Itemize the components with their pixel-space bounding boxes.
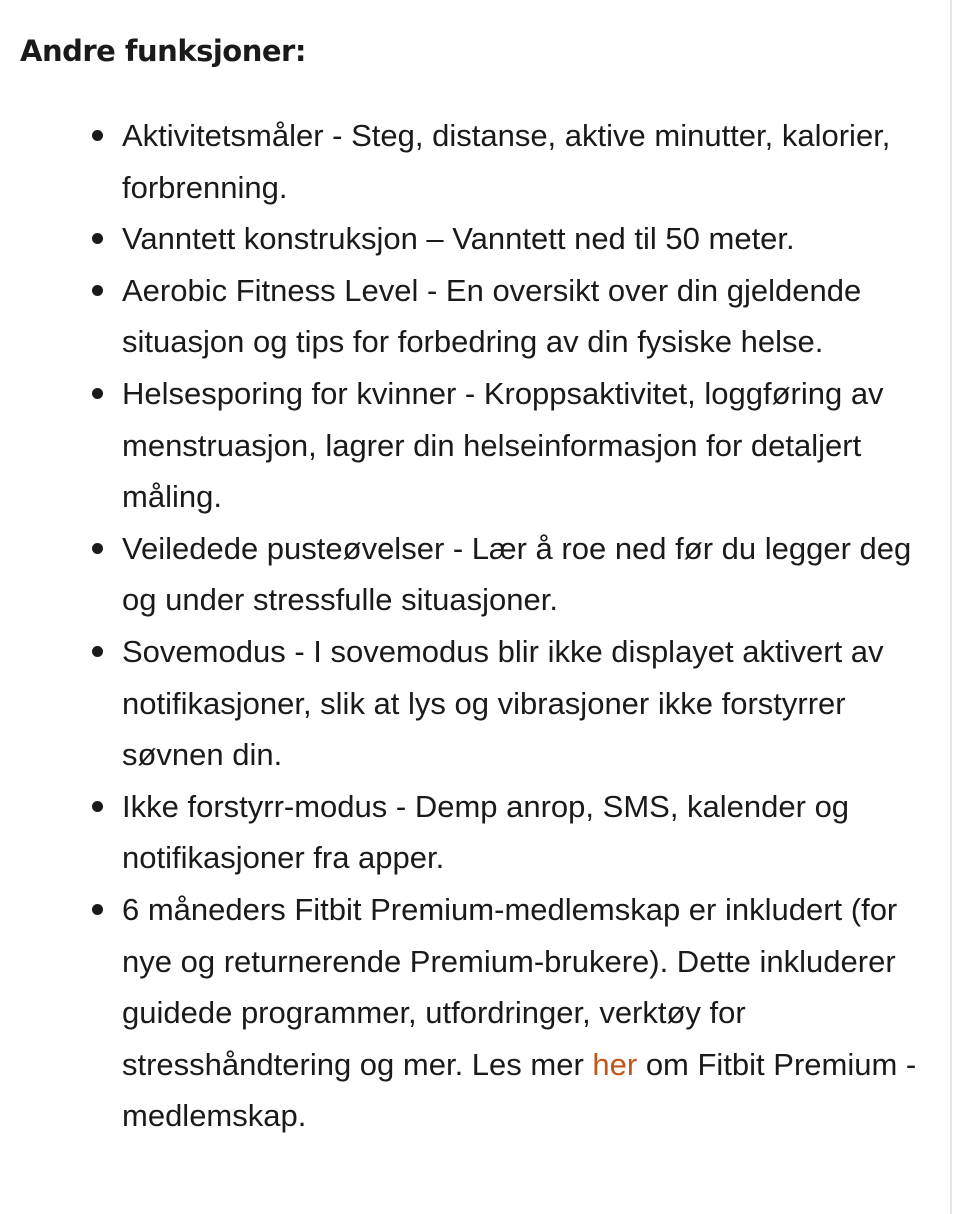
features-section (20, 28, 920, 1142)
feature-text: Ikke forstyrr-modus - Demp anrop, SMS, kalender og notifikasjoner fra apper. (122, 788, 850, 876)
bullet-icon (92, 904, 103, 915)
feature-item-waterproof (20, 213, 920, 265)
feature-item-do-not-disturb (20, 781, 920, 884)
features-list (20, 110, 920, 1142)
feature-item-sleep-mode (20, 626, 920, 781)
bullet-icon (92, 130, 103, 141)
feature-item-premium (20, 884, 920, 1142)
bullet-icon (92, 285, 103, 296)
bullet-icon (92, 646, 103, 657)
feature-text: Aerobic Fitness Level - En oversikt over din gjeldende situasjon og tips for forbedring av din fysiske helse. (122, 272, 862, 360)
section-heading: Andre funksjoner: (20, 34, 306, 68)
read-more-link[interactable]: her (592, 1046, 638, 1082)
right-divider (950, 0, 952, 1214)
bullet-icon (92, 801, 103, 812)
bullet-icon (92, 233, 103, 244)
feature-text: Helsesporing for kvinner - Kroppsaktivitet, loggføring av menstruasjon, lagrer din helseinformasjon for detaljert måling. (122, 375, 884, 515)
bullet-icon (92, 388, 103, 399)
feature-text: Sovemodus - I sovemodus blir ikke displayet aktivert av notifikasjoner, slik at lys og vibrasjoner ikke forstyrrer søvnen din. (122, 633, 884, 773)
feature-text: Veiledede pusteøvelser - Lær å roe ned før du legger deg og under stressfulle situasjoner. (122, 530, 912, 618)
feature-text: Aktivitetsmåler - Steg, distanse, aktive minutter, kalorier, forbrenning. (122, 118, 891, 205)
feature-item-aerobic-fitness (20, 265, 920, 368)
feature-item-womens-health (20, 368, 920, 523)
feature-text: Vanntett konstruksjon – Vanntett ned til 50 meter. (122, 221, 795, 257)
premium-text-after: om Fitbit Premium -medlemskap. (122, 1046, 917, 1134)
premium-text-before: 6 måneders Fitbit Premium-medlemskap er inkludert (for nye og returnerende Premium-brukere). Dette inkluderer guidede programmer, utfordringer, verktøy for stresshåndtering og mer. Les mer (122, 891, 898, 1082)
bullet-icon (92, 543, 103, 554)
feature-item-breathing (20, 523, 920, 626)
feature-item-activity (20, 110, 920, 213)
